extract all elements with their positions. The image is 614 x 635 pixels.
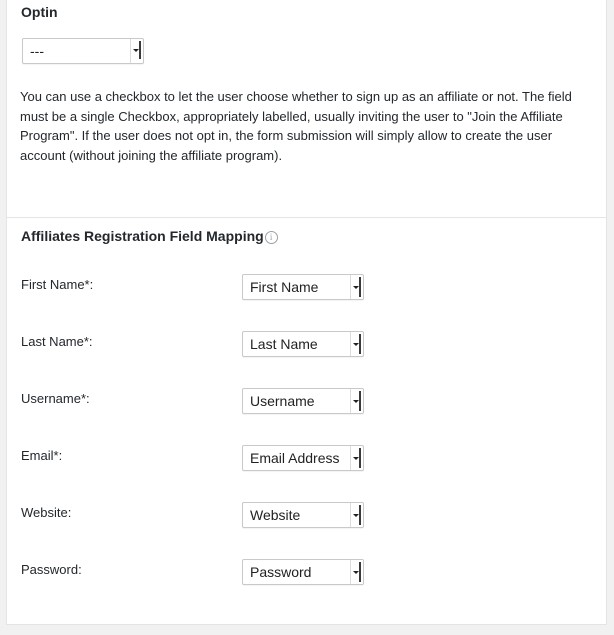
first-name-select-value: First Name: [250, 279, 319, 295]
mapping-title-text: Affiliates Registration Field Mapping: [21, 228, 264, 244]
username-label: Username*:: [21, 391, 90, 406]
username-select-value: Username: [250, 393, 315, 409]
password-select[interactable]: [242, 559, 364, 585]
info-icon[interactable]: i: [265, 231, 278, 244]
website-select[interactable]: [242, 502, 364, 528]
section-divider: [6, 217, 606, 218]
username-select[interactable]: [242, 388, 364, 414]
chevron-down-icon: [350, 275, 363, 299]
optin-select[interactable]: [22, 38, 144, 64]
optin-title: Optin: [21, 4, 58, 20]
first-name-select[interactable]: [242, 274, 364, 300]
chevron-down-icon: [350, 332, 363, 356]
last-name-select[interactable]: [242, 331, 364, 357]
password-select-value: Password: [250, 564, 312, 580]
email-select-value: Email Address: [250, 450, 340, 466]
website-label: Website:: [21, 505, 72, 520]
email-label: Email*:: [21, 448, 63, 463]
chevron-down-icon: [350, 503, 363, 527]
chevron-down-icon: [350, 560, 363, 584]
optin-select-value: ---: [30, 43, 44, 59]
mapping-title: [21, 228, 278, 244]
last-name-select-value: Last Name: [250, 336, 318, 352]
chevron-down-icon: [350, 446, 363, 470]
chevron-down-icon: [350, 389, 363, 413]
email-select[interactable]: [242, 445, 364, 471]
website-select-value: Website: [250, 507, 301, 523]
password-label: Password:: [21, 562, 82, 577]
chevron-down-icon: [130, 39, 143, 63]
optin-description: You can use a checkbox to let the user choose whether to sign up as an affiliate or not. The field must be a single Checkbox, appropriately labelled, usually inviting the user to "Join the Affiliate Program". If the user does not opt in, the form submission will simply allow to create the user account (without joining the affiliate program).: [20, 89, 572, 163]
last-name-label: Last Name*:: [21, 334, 93, 349]
first-name-label: First Name*:: [21, 277, 94, 292]
